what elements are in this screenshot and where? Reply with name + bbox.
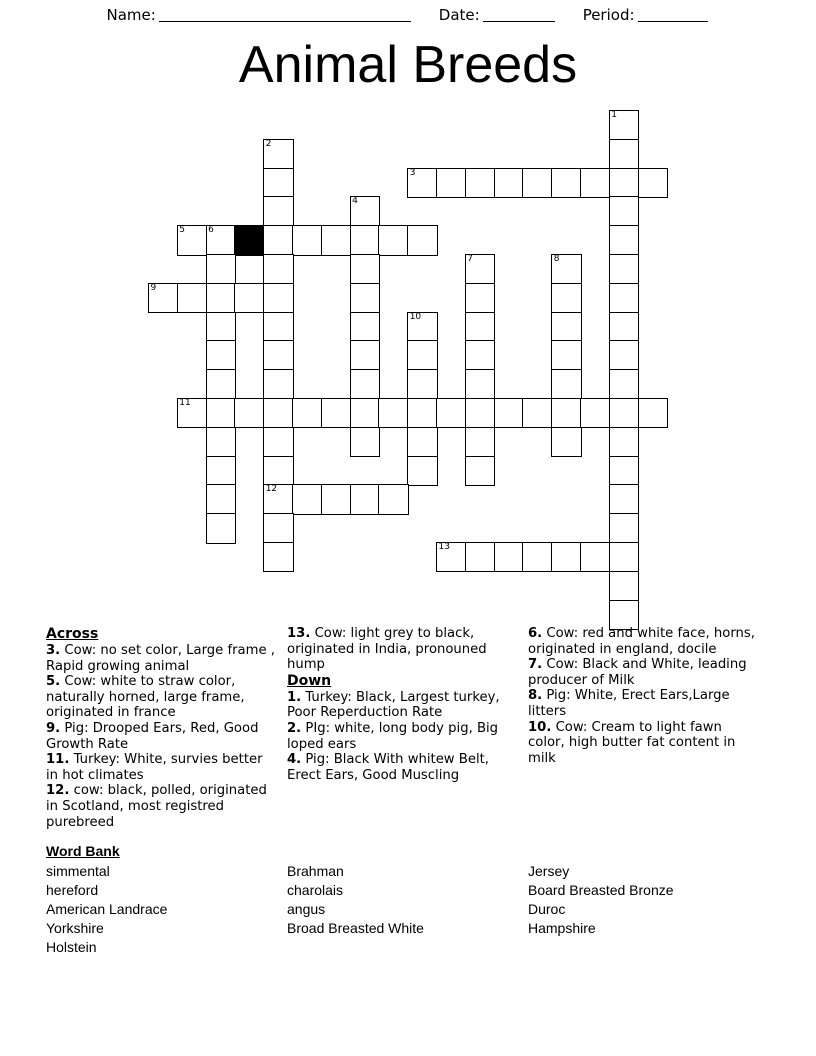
grid-cell[interactable] (206, 456, 236, 486)
clue-number: 4. (287, 752, 302, 768)
grid-cell[interactable] (551, 369, 581, 399)
grid-cell[interactable] (609, 340, 639, 370)
clue-number: 12. (46, 783, 70, 799)
grid-cell[interactable] (465, 283, 495, 313)
name-label: Name: (106, 6, 156, 24)
grid-cell[interactable] (407, 168, 437, 198)
grid-cell[interactable] (321, 484, 351, 514)
clue-number: 8. (528, 688, 543, 704)
grid-cell[interactable] (551, 340, 581, 370)
clue-number: 7. (528, 657, 543, 673)
grid-cell[interactable] (407, 456, 437, 486)
clue-text: Cow: Cream to light fawn color, high butter fat content in milk (528, 719, 736, 766)
grid-cell[interactable] (350, 340, 380, 370)
grid-cell[interactable] (465, 427, 495, 457)
across-heading: Across (46, 626, 99, 642)
grid-cell-number: 4 (352, 196, 358, 207)
grid-cell[interactable] (263, 168, 293, 198)
grid-cell[interactable] (465, 398, 495, 428)
word-bank-word: Brahman (287, 863, 344, 879)
word-bank-section (46, 842, 770, 957)
grid-cell[interactable] (465, 542, 495, 572)
clue-down-8 (528, 688, 759, 719)
grid-cell[interactable] (465, 168, 495, 198)
grid-cell[interactable] (263, 312, 293, 342)
grid-cell[interactable] (263, 427, 293, 457)
grid-cell[interactable] (350, 312, 380, 342)
grid-cell[interactable] (465, 456, 495, 486)
grid-cell[interactable] (609, 484, 639, 514)
grid-cell[interactable] (263, 456, 293, 486)
clue-text: cow: black, polled, originated in Scotland, most registred purebreed (46, 783, 267, 830)
clue-number: 2. (287, 720, 302, 736)
grid-cell[interactable] (350, 254, 380, 284)
word-bank-word: angus (287, 901, 326, 917)
grid-cell[interactable] (350, 484, 380, 514)
grid-cell[interactable] (436, 168, 466, 198)
word-bank-word: Yorkshire (46, 920, 104, 936)
grid-cell[interactable] (551, 283, 581, 313)
clue-down-10 (528, 720, 759, 767)
grid-cell[interactable] (407, 340, 437, 370)
clue-text: Cow: no set color, Large frame , Rapid growing animal (46, 643, 275, 674)
grid-cell[interactable] (378, 398, 408, 428)
clue-number: 9. (46, 720, 61, 736)
grid-cell[interactable] (609, 196, 639, 226)
grid-cell[interactable] (206, 283, 236, 313)
grid-cell[interactable] (263, 398, 293, 428)
grid-cell[interactable] (350, 225, 380, 255)
clues-column-3 (528, 626, 769, 766)
grid-cell[interactable] (609, 139, 639, 169)
grid-cell[interactable] (494, 398, 524, 428)
grid-cell[interactable] (263, 254, 293, 284)
word-bank-word: American Landrace (46, 901, 168, 917)
grid-cell-number: 1 (611, 110, 618, 120)
grid-cell[interactable] (551, 312, 581, 342)
grid-cell[interactable] (263, 513, 293, 543)
grid-cell-number: 10 (409, 311, 422, 322)
grid-cell[interactable] (494, 168, 524, 198)
grid-cell-number: 3 (409, 167, 416, 178)
grid-cell[interactable] (206, 312, 236, 342)
date-label: Date: (438, 6, 480, 24)
clue-text: PIg: white, long body pig, Big loped ears (287, 720, 499, 752)
grid-cell[interactable] (350, 398, 380, 428)
grid-cell[interactable] (609, 225, 639, 255)
grid-cell[interactable] (350, 283, 380, 313)
grid-cell[interactable] (580, 398, 610, 428)
grid-cell[interactable] (321, 398, 351, 428)
clue-text: Cow: light grey to black, originated in India, pronouned hump (287, 626, 487, 673)
grid-cell[interactable] (177, 398, 207, 428)
word-bank-word: Board Breasted Bronze (528, 882, 674, 898)
word-bank-word: Broad Breasted White (287, 920, 424, 936)
clue-number: 1. (287, 689, 302, 705)
clue-across-11 (46, 752, 277, 783)
grid-cell-number: 6 (208, 225, 214, 236)
grid-cell[interactable] (609, 168, 639, 198)
grid-cell[interactable] (609, 283, 639, 313)
word-bank-word: Jersey (528, 863, 570, 879)
grid-cell[interactable] (206, 340, 236, 370)
grid-cell[interactable] (551, 254, 581, 284)
grid-cell[interactable] (580, 542, 610, 572)
clue-text: Cow: white to straw color, naturally horned, large frame, originated in france (46, 674, 245, 721)
grid-cell[interactable] (407, 398, 437, 428)
grid-cell[interactable] (494, 542, 524, 572)
clue-number: 3. (46, 643, 61, 658)
clue-across-12 (46, 783, 277, 830)
grid-cell-number: 9 (150, 282, 157, 293)
word-bank-word: charolais (287, 882, 344, 898)
grid-cell[interactable] (551, 398, 581, 428)
grid-cell[interactable] (292, 225, 322, 255)
grid-cell[interactable] (580, 168, 610, 198)
grid-cell[interactable] (551, 168, 581, 198)
clue-down-1 (287, 690, 518, 721)
grid-cell[interactable] (609, 427, 639, 457)
clue-text: Pig: Drooped Ears, Red, Good Growth Rate (46, 720, 259, 752)
grid-cell[interactable] (436, 542, 466, 572)
period-label: Period: (582, 6, 635, 24)
grid-cell[interactable] (551, 427, 581, 457)
grid-cell-number: 13 (438, 542, 450, 552)
grid-cell[interactable] (321, 225, 351, 255)
grid-cell-blocked (234, 225, 264, 255)
grid-cell[interactable] (551, 542, 581, 572)
grid-cell[interactable] (263, 369, 293, 399)
grid-cell-number: 8 (553, 254, 560, 264)
grid-cell[interactable] (465, 312, 495, 342)
clue-text: Turkey: White, survies better in hot climates (46, 752, 263, 783)
grid-cell[interactable] (206, 513, 236, 543)
grid-cell-number: 5 (179, 225, 186, 236)
clue-down-6 (528, 626, 759, 657)
word-bank-word: Hampshire (528, 920, 596, 936)
grid-cell-number: 2 (265, 138, 272, 149)
grid-cell[interactable] (522, 398, 552, 428)
clue-across-3 (46, 643, 277, 674)
word-bank-word: Duroc (528, 901, 566, 917)
clue-text: Cow: red and white face, horns, originated in england, docile (528, 626, 755, 657)
grid-cell[interactable] (206, 484, 236, 514)
grid-cell[interactable] (609, 456, 639, 486)
word-bank-column-2 (287, 862, 528, 957)
grid-cell[interactable] (609, 513, 639, 543)
grid-cell[interactable] (407, 312, 437, 342)
grid-cell[interactable] (609, 542, 639, 572)
clue-down-4 (287, 752, 518, 783)
clue-down-2 (287, 721, 518, 752)
grid-cell[interactable] (148, 283, 178, 313)
word-bank-column-1 (46, 862, 287, 957)
grid-cell[interactable] (609, 571, 639, 601)
grid-cell[interactable] (522, 168, 552, 198)
grid-cell[interactable] (206, 398, 236, 428)
grid-cell[interactable] (263, 340, 293, 370)
clue-text: Pig: Black With whitew Belt, Erect Ears, Good Muscling (287, 752, 489, 783)
clue-number: 11. (46, 752, 70, 768)
grid-cell[interactable] (350, 427, 380, 457)
down-heading: Down (287, 672, 332, 689)
clue-number: 5. (46, 674, 61, 690)
word-bank-word: Holstein (46, 939, 97, 955)
clue-text: Pig: White, Erect Ears,Large litters (528, 688, 730, 719)
clues-column-1 (46, 626, 287, 830)
clue-number: 6. (528, 626, 543, 641)
word-bank-column-3 (528, 862, 769, 957)
grid-cell[interactable] (177, 283, 207, 313)
clue-across-5 (46, 674, 277, 721)
grid-cell[interactable] (609, 312, 639, 342)
grid-cell-number: 7 (467, 254, 474, 264)
grid-cell[interactable] (407, 427, 437, 457)
grid-cell-number: 12 (265, 484, 278, 495)
grid-cell[interactable] (465, 369, 495, 399)
grid-cell[interactable] (263, 283, 293, 313)
grid-cell[interactable] (177, 225, 207, 255)
clue-number: 13. (287, 626, 311, 641)
grid-cell[interactable] (263, 196, 293, 226)
grid-cell[interactable] (436, 398, 466, 428)
grid-cell[interactable] (522, 542, 552, 572)
grid-cell[interactable] (407, 369, 437, 399)
grid-cell[interactable] (292, 398, 322, 428)
grid-cell[interactable] (234, 398, 264, 428)
word-bank-title: Word Bank (46, 843, 120, 859)
grid-cell[interactable] (609, 398, 639, 428)
clue-text: Cow: Black and White, leading producer of Milk (528, 657, 747, 688)
grid-cell[interactable] (263, 542, 293, 572)
grid-cell[interactable] (407, 225, 437, 255)
word-bank-columns (46, 862, 770, 957)
grid-cell[interactable] (465, 254, 495, 284)
grid-cell[interactable] (206, 427, 236, 457)
clue-number: 10. (528, 719, 552, 735)
grid-cell[interactable] (206, 254, 236, 284)
grid-cell[interactable] (263, 225, 293, 255)
word-bank-word: simmental (46, 863, 110, 879)
clue-across-13 (287, 626, 518, 673)
clues-section (46, 626, 770, 830)
grid-cell[interactable] (378, 225, 408, 255)
clue-down-7 (528, 657, 759, 688)
grid-cell[interactable] (378, 484, 408, 514)
grid-cell[interactable] (263, 139, 293, 169)
page-title: Animal Breeds (238, 36, 578, 94)
clue-across-9 (46, 721, 277, 752)
grid-cell[interactable] (609, 110, 639, 140)
grid-cell[interactable] (263, 484, 293, 514)
grid-cell[interactable] (465, 340, 495, 370)
grid-cell[interactable] (292, 484, 322, 514)
grid-cell[interactable] (609, 254, 639, 284)
grid-cell[interactable] (234, 283, 264, 313)
grid-cell-number: 11 (179, 398, 191, 408)
grid-cell[interactable] (350, 196, 380, 226)
grid-cell[interactable] (638, 168, 668, 198)
clue-text: Turkey: Black, Largest turkey, Poor Reperduction Rate (287, 689, 500, 721)
grid-cell[interactable] (609, 369, 639, 399)
clues-column-2 (287, 626, 528, 783)
word-bank-word: hereford (46, 882, 99, 898)
grid-cell[interactable] (206, 225, 236, 255)
grid-cell[interactable] (350, 369, 380, 399)
grid-cell[interactable] (206, 369, 236, 399)
grid-cell[interactable] (638, 398, 668, 428)
